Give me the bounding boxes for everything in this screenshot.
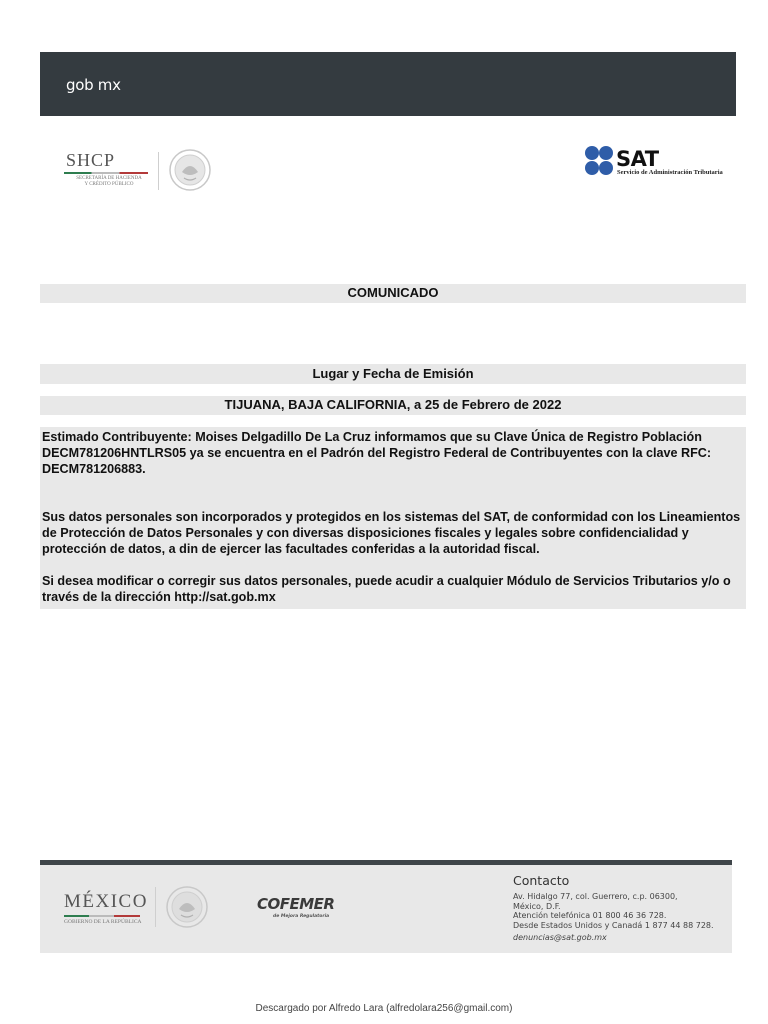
paragraph-privacy: Sus datos personales son incorporados y protegidos en los sistemas del SAT, de conformidad con los Lineamientos de Protección de Datos Personales y con diversas disposiciones fiscales y legales sobre confidencialidad y protección de datos, a din de ejercer las facultades conferidas a la autoridad fiscal. bbox=[42, 510, 741, 556]
mexico-tricolor-line bbox=[64, 915, 140, 917]
message-body bbox=[40, 427, 746, 609]
place-date-value: TIJUANA, BAJA CALIFORNIA, a 25 de Febrero de 2022 bbox=[224, 397, 562, 412]
comunicado-heading-band bbox=[40, 284, 746, 303]
contact-email-link[interactable]: denuncias@sat.gob.mx bbox=[513, 933, 607, 942]
place-date-label-band bbox=[40, 364, 746, 384]
logo-separator bbox=[158, 152, 159, 190]
contact-phone: Atención telefónica 01 800 46 36 728. bbox=[513, 911, 667, 920]
shcp-logo-text: SHCP bbox=[66, 150, 116, 170]
place-date-value-band bbox=[40, 396, 746, 415]
shcp-logo bbox=[62, 146, 217, 196]
mexico-logo-subtitle: GOBIERNO DE LA REPÚBLICA bbox=[64, 919, 142, 925]
contact-title: Contacto bbox=[513, 873, 570, 888]
paragraph-modify-data: Si desea modificar o corregir sus datos personales, puede acudir a cualquier Módulo de Servicios Tributarios y/o o través de la dirección http://sat.gob.mx bbox=[42, 574, 731, 604]
sat-logo bbox=[584, 146, 734, 178]
download-note: Descargado por Alfredo Lara (alfredolara256@gmail.com) bbox=[255, 1003, 513, 1014]
mexico-logo-text: MÉXICO bbox=[64, 891, 148, 912]
comunicado-heading: COMUNICADO bbox=[347, 285, 439, 300]
gob-mx-logo[interactable]: gob mx bbox=[66, 76, 121, 94]
footer-mexican-seal-icon bbox=[165, 885, 209, 929]
footer bbox=[40, 865, 732, 953]
top-bar bbox=[40, 52, 736, 116]
shcp-logo-subtitle: SECRETARÍA DE HACIENDA Y CRÉDITO PÚBLICO bbox=[76, 176, 142, 187]
contact-address-line-2: México, D.F. bbox=[513, 901, 561, 911]
sat-logo-subtitle: Servicio de Administración Tributaria bbox=[617, 169, 723, 176]
cofemer-logo-subtitle: de Mejora Regulatoria bbox=[273, 914, 330, 919]
contact-phone-us-canada: Desde Estados Unidos y Canadá 1 877 44 88 728. bbox=[513, 920, 714, 930]
shcp-tricolor-line bbox=[64, 172, 148, 174]
cofemer-logo-text: COFEMER bbox=[257, 895, 335, 913]
cofemer-logo bbox=[257, 895, 335, 925]
footer-logo-separator bbox=[155, 887, 156, 927]
contact-block bbox=[513, 873, 728, 942]
paragraph-registration: Estimado Contribuyente: Moises Delgadillo De La Cruz informamos que su Clave Única de Registro Población DECM781206HNTLRS05 ya se encuentra en el Padrón del Registro Federal de Contribuyentes con la clave RFC: DECM781206883. bbox=[42, 430, 712, 476]
contact-address-line-1: Av. Hidalgo 77, col. Guerrero, c.p. 06300, bbox=[513, 892, 678, 901]
place-date-label: Lugar y Fecha de Emisión bbox=[312, 366, 474, 381]
sat-dots-icon bbox=[584, 146, 614, 176]
mexican-seal-icon bbox=[168, 148, 212, 192]
sat-logo-text: SAT bbox=[616, 147, 659, 171]
